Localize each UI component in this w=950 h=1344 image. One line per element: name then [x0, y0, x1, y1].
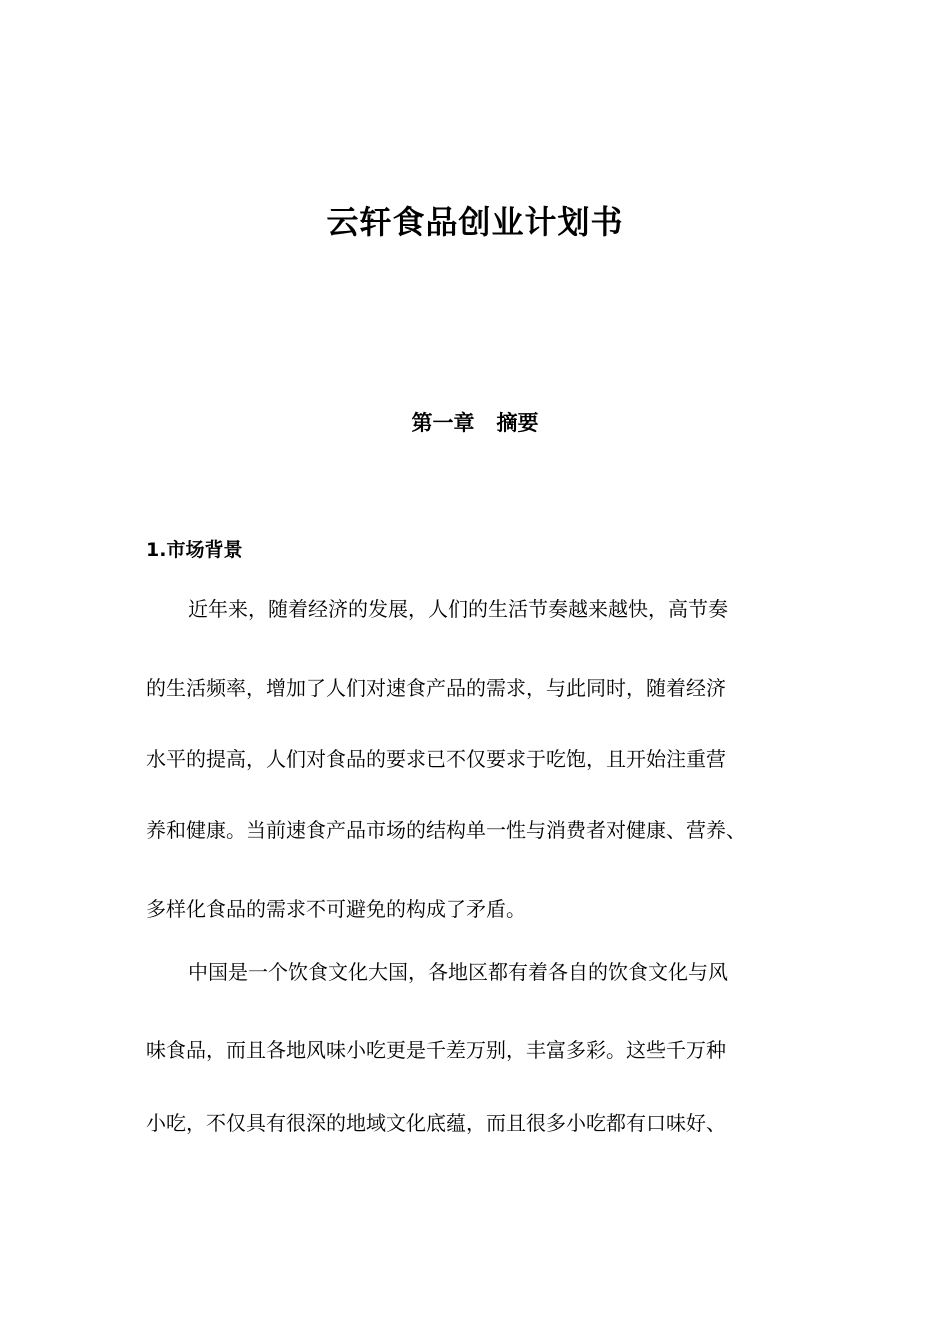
paragraph-1: [146, 594, 826, 934]
section-heading: 1.市场背景: [146, 539, 243, 561]
paragraph-line: 近年来，随着经济的发展，人们的生活节奏越来越快，高节奏: [188, 597, 728, 621]
paragraph-line: 多样化食品的需求不可避免的构成了矛盾。: [146, 897, 526, 921]
chapter-heading: 第一章 摘要: [411, 411, 539, 435]
paragraph-line: 养和健康。当前速食产品市场的结构单一性与消费者对健康、营养、: [146, 818, 746, 842]
paragraph-line: 小吃，不仅具有很深的地域文化底蕴，而且很多小吃都有口味好、: [146, 1111, 726, 1135]
paragraph-line: 的生活频率，增加了人们对速食产品的需求，与此同时，随着经济: [146, 676, 726, 700]
document-title: 云轩食品创业计划书: [326, 203, 624, 241]
paragraph-line: 中国是一个饮食文化大国，各地区都有着各自的饮食文化与风: [188, 960, 728, 984]
paragraph-2: [146, 957, 826, 1157]
paragraph-line: 水平的提高，人们对食品的要求已不仅要求于吃饱，且开始注重营: [146, 747, 726, 771]
paragraph-line: 味食品，而且各地风味小吃更是千差万别，丰富多彩。这些千万种: [146, 1038, 726, 1062]
